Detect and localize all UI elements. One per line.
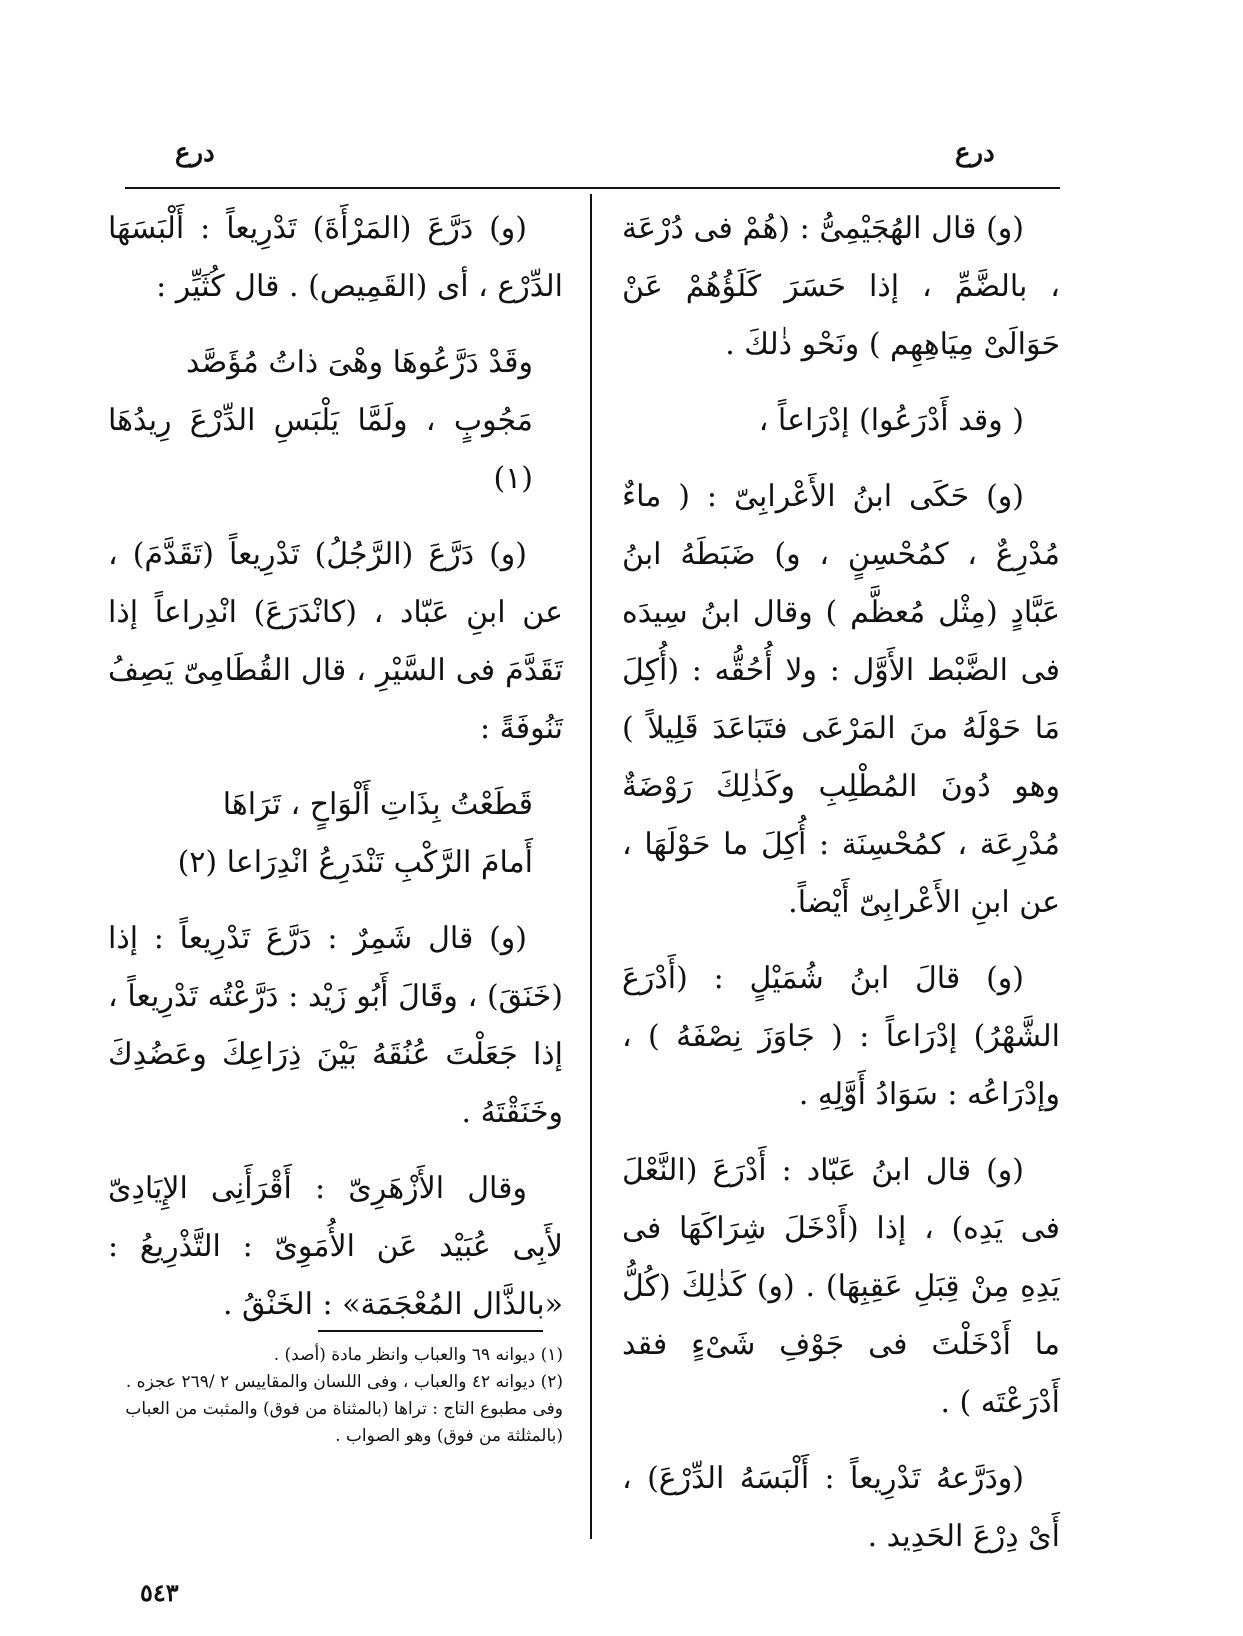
running-head-right: درع [955,138,995,168]
paragraph: (و) دَرَّعَ (الرَّجُلُ) تَدْرِيعاً (تَقَدَّمَ) ، عن ابنِ عَبّاد ، (كانْدَرَعَ) انْدِراعاً إذا تَقَدَّمَ فى السَّيْرِ ، قال القُطَامِىّ يَصِفُ تَنُوفَةً : [108,537,563,746]
verse-line: مَجُوبٍ ، ولَمَّا يَلْبَسِ الدِّرْعَ رِيدُهَا (١) [108,403,533,496]
footnote: (٢) ديوانه ٤٢ والعباب ، وفى اللسان والمقاييس ٢ /٢٦٩ عجزه . [125,1372,563,1392]
verse-line: قَطَعْتُ بِذَاتِ أَلْوَاحٍ ، تَرَاهَا [222,787,533,822]
paragraph: (و) حَكَى ابنُ الأَعْرابِىّ : ( ماءٌ مُدْرِعٌ ، كمُحْسِنٍ ، و) ضَبَطَهُ ابنُ عَبَّادٍ (مِثْل مُعظَّم ) وقال ابنُ سِيدَه فى الضَّبْط الأَوَّل : ولا أُحُقُّه : (أُكِلَ مَا حَوْلَهُ منَ المَرْعَى فتَبَاعَدَ قَلِيلاً ) وهو دُونَ المُطْلِبِ وكَذٰلِكَ رَوْضَةٌ مُدْرِعَة ، كمُحْسِنَة : أُكِلَ ما حَوْلَهَا ، عن ابنِ الأَعْرابِىّ أَيْضاً. [622,479,1060,920]
verse-line: أَمامَ الرَّكْبِ تَنْدَرِعُ انْدِرَاعا (٢) [177,845,533,880]
verse [108,776,563,892]
verse [108,334,563,508]
right-column [622,200,1060,1584]
left-column [108,200,563,1352]
paragraph: (ودَرَّعهُ تَدْرِيعاً : أَلْبَسَهُ الدِّرْعَ) ، أَىْ دِرْعَ الحَدِيد . [622,1461,1060,1554]
footnotes [108,1342,563,1450]
paragraph: ( وقد أَدْرَعُوا) إدْرَاعاً ، [758,403,1024,438]
paragraph: (و) قال الهُجَيْمِىُّ : (هُمْ فى دُرْعَة ، بالضَّمِّ ، إذا حَسَرَ كَلَؤُهُمْ عَنْ حَوَالَىْ مِيَاهِهِم ) ونَحْو ذٰلكَ . [622,211,1060,362]
paragraph: (و) قال ابنُ عَبّاد : أَدْرَعَ (النَّعْلَ فى يَدِه) ، إذا (أَدْخَلَ شِرَاكَهَا فى يَدِهِ مِنْ قِبَلِ عَقِبِهَا) . (و) كَذٰلِكَ (كُلُّ ما أَدْخَلْتَ فى جَوْفِ شَىْءٍ فقد أَدْرَعْتَه ) . [622,1153,1060,1420]
verse-line: وقَدْ دَرَّعُوهَا وهْىَ ذاتُ مُؤَصَّد [186,345,533,380]
running-head-left: درع [175,138,215,168]
paragraph: (و) دَرَّعَ (المَرْأَةَ) تَدْرِيعاً : أَلْبَسَهَا الدِّرْع ، أى (القَمِيص) . قال كُثَيِّر : [108,211,563,304]
paragraph: (و) قالَ ابنُ شُمَيْلٍ : (أَدْرَعَ الشَّهْرُ) إدْرَاعاً : ( جَاوَزَ نِصْفَهُ ) ، وإدْرَاعُه : سَوَادُ أَوَّلِهِ . [622,961,1060,1112]
header-rule [125,187,1060,189]
footnote: وفى مطبوع التاج : تراها (بالمثناة من فوق) والمثبت من العباب (بالمثلثة من فوق) وهو الصواب . [125,1399,563,1446]
paragraph: (و) قال شَمِرٌ : دَرَّعَ تَدْرِيعاً : إذا (خَنَقَ) ، وقَالَ أَبُو زَيْد : دَرَّعْتُه تَدْرِيعاً ، إذا جَعَلْتَ عُنُقَهُ بَيْنَ ذِرَاعِكَ وعَضُدِكَ وخَنَقْتَهُ . [108,921,563,1130]
footnote: (١) ديوانه ٦٩ والعباب وانظر مادة (أصد) . [273,1345,563,1365]
page-number: ٥٤٣ [140,1578,179,1607]
column-divider [590,194,592,1539]
footnote-rule [318,1330,543,1332]
paragraph: وقال الأَزْهَرِىّ : أَقْرَأَنِى الإِيَادِىّ لأَبِى عُبَيْد عَن الأُمَوِىّ : التَّذْرِيعُ : «بالذَّال المُعْجَمَة» : الخَنْقُ . [108,1171,563,1322]
